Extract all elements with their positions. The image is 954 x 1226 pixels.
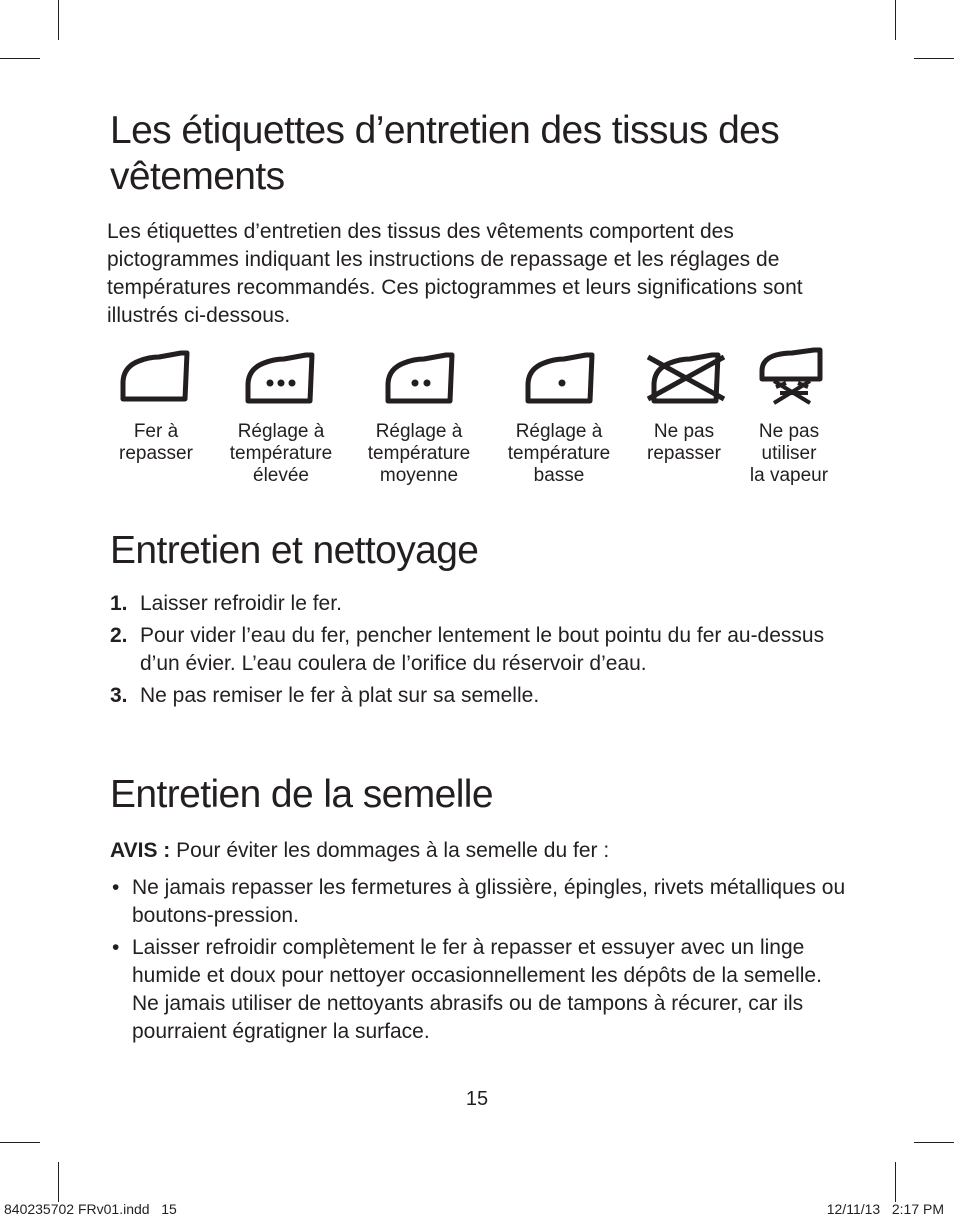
iron-medium-temp-icon — [384, 349, 456, 405]
list-item: • Laisser refroidir complètement le fer à repasser et essuyer avec un linge humide et doux pour nettoyer occasionnellement les dépôts de la semelle. Ne jamais utiliser de nettoyants abrasifs ou de tampons à récurer, car ils pourraient égratigner la surface. — [112, 936, 822, 1043]
crop-mark — [914, 58, 954, 59]
iron-icon — [119, 347, 191, 403]
crop-mark — [895, 0, 896, 40]
soleplate-bullets-list — [110, 874, 850, 1050]
intro-paragraph: Les étiquettes d’entretien des tissus des vêtements comportent des pictogrammes indiquant les instructions de repassage et les réglages de températures recommandés. Ces pictogrammes et leurs significations sont illustrés ci-dessous. — [107, 220, 803, 327]
iron-high-temp-icon — [244, 349, 316, 405]
symbol-caption-no-ironing: Ne pas repasser — [647, 421, 721, 464]
slug-file-info: 840235702 FRv01.indd 15 — [4, 1201, 177, 1217]
notice-text: Pour éviter les dommages à la semelle du fer : — [170, 839, 610, 862]
list-item: 2. Pour vider l’eau du fer, pencher lentement le bout pointu du fer au-dessus d’un évier. L’eau coulera de l’orifice du réservoir d’eau. — [110, 624, 825, 675]
crop-mark — [0, 58, 40, 59]
notice-label: AVIS : — [110, 839, 171, 862]
iron-low-temp-icon — [524, 349, 596, 405]
symbol-caption-low-temp: Réglage à température basse — [507, 421, 611, 486]
no-steam-icon — [758, 347, 830, 407]
section-title-fabric-care-labels: Les étiquettes d’entretien des tissus des vêtements — [110, 109, 780, 198]
list-item: • Ne jamais repasser les fermetures à glissière, épingles, rivets métalliques ou boutons-pression. — [112, 876, 846, 927]
symbol-caption-no-steam: Ne pas utiliser la vapeur — [749, 421, 829, 486]
symbol-caption-medium-temp: Réglage à température moyenne — [367, 421, 471, 486]
no-ironing-icon — [646, 349, 726, 405]
crop-mark — [58, 0, 59, 40]
list-item: 3. Ne pas remiser le fer à plat sur sa semelle. — [110, 684, 540, 707]
page-number: 15 — [465, 1088, 489, 1110]
crop-mark — [0, 1142, 40, 1143]
notice — [110, 837, 609, 865]
symbol-caption-high-temp: Réglage à température élevée — [229, 421, 333, 486]
crop-mark — [895, 1162, 896, 1202]
section-title-care-cleaning: Entretien et nettoyage — [110, 529, 479, 572]
section-title-soleplate-care: Entretien de la semelle — [110, 773, 493, 816]
list-item: 1. Laisser refroidir le fer. — [110, 592, 342, 615]
crop-mark — [914, 1142, 954, 1143]
cleaning-steps-list — [110, 590, 840, 714]
symbol-caption-iron: Fer à repasser — [119, 421, 193, 464]
crop-mark — [58, 1162, 59, 1202]
slug-timestamp: 12/11/13 2:17 PM — [826, 1201, 944, 1217]
